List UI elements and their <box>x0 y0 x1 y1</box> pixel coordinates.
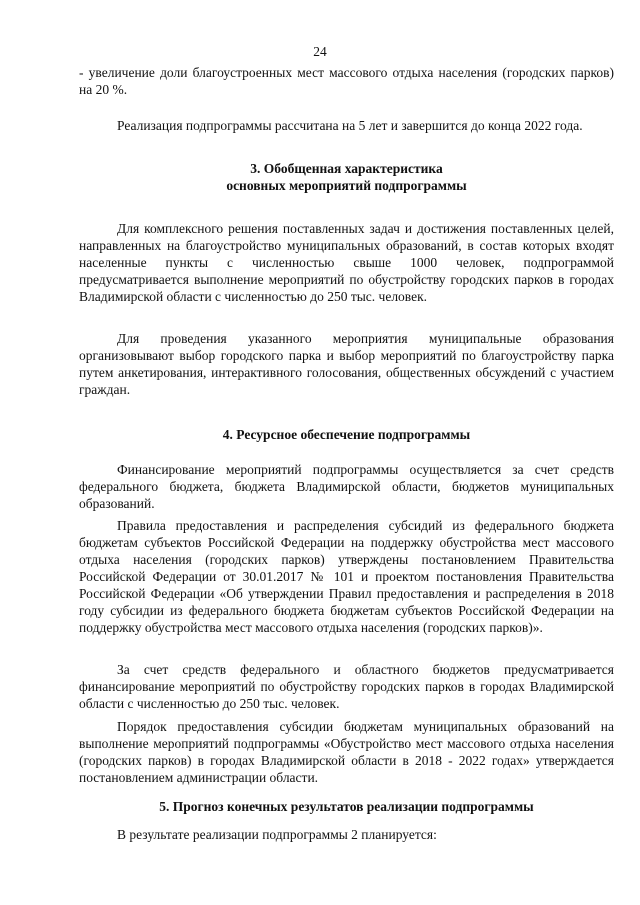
section-5-heading: 5. Прогноз конечных результатов реализации подпрограммы <box>159 799 534 814</box>
intro-duration-paragraph: Реализация подпрограммы рассчитана на 5 лет и завершится до конца 2022 года. <box>117 118 583 133</box>
section-3-paragraph-2: Для проведения указанного мероприятия муниципальные образования организовывают выбор городского парка и выбор мероприятий по благоустройству парка путем анкетирования, интерактивного голосования, общественных обсуждений с участием граждан. <box>79 331 614 397</box>
section-4-heading: 4. Ресурсное обеспечение подпрограммы <box>222 427 471 442</box>
section-5-paragraph-1: В результате реализации подпрограммы 2 планируется: <box>117 827 437 842</box>
section-3-heading <box>79 160 614 194</box>
section-3-paragraph-1: Для комплексного решения поставленных задач и достижения поставленных целей, направленных на благоустройство муниципальных образований, в состав которых входят населенные пункты с численностью свыше 1000 человек, подпрограммой предусматривается выполнение мероприятий по обустройству городских парков в городах Владимирской области с численностью до 250 тыс. человек. <box>79 221 614 304</box>
section-4-paragraph-4: Порядок предоставления субсидии бюджетам муниципальных образований на выполнение мероприятий подпрограммы «Обустройство мест массового отдыха населения (городских парков) в городах Владимирской области в 2018 - 2022 годах» утверждается постановлением администрации области. <box>79 719 614 785</box>
section-4-paragraph-3: За счет средств федерального и областного бюджетов предусматривается финансирование мероприятий по обустройству городских парков в городах Владимирской области с численностью до 250 тыс. человек. <box>79 662 614 711</box>
section-3-heading-line-1: 3. Обобщенная характеристика <box>250 161 443 176</box>
intro-bullet-paragraph: - увеличение доли благоустроенных мест массового отдыха населения (городских парков) на 20 %. <box>79 65 614 97</box>
section-4-paragraph-1: Финансирование мероприятий подпрограммы осуществляется за счет средств федерального бюджета, бюджета Владимирской области, бюджетов муниципальных образований. <box>79 462 614 511</box>
section-3-heading-line-2: основных мероприятий подпрограммы <box>226 178 467 193</box>
section-4-paragraph-2: Правила предоставления и распределения субсидий из федерального бюджета бюджетам субъектов Российской Федерации на поддержку обустройства мест массового отдыха населения (городских парков) утверждены постановлением Правительства Российской Федерации от 30.01.2017 № 101 и проектом постановления Правительства Российской Федерации «Об утверждении Правил предоставления и распределения в 2018 году субсидии из федерального бюджета бюджетам субъектов Российской Федерации на поддержку обустройства мест массового отдыха населения (городских парков)». <box>79 518 614 635</box>
page-number: 24 <box>313 44 327 59</box>
